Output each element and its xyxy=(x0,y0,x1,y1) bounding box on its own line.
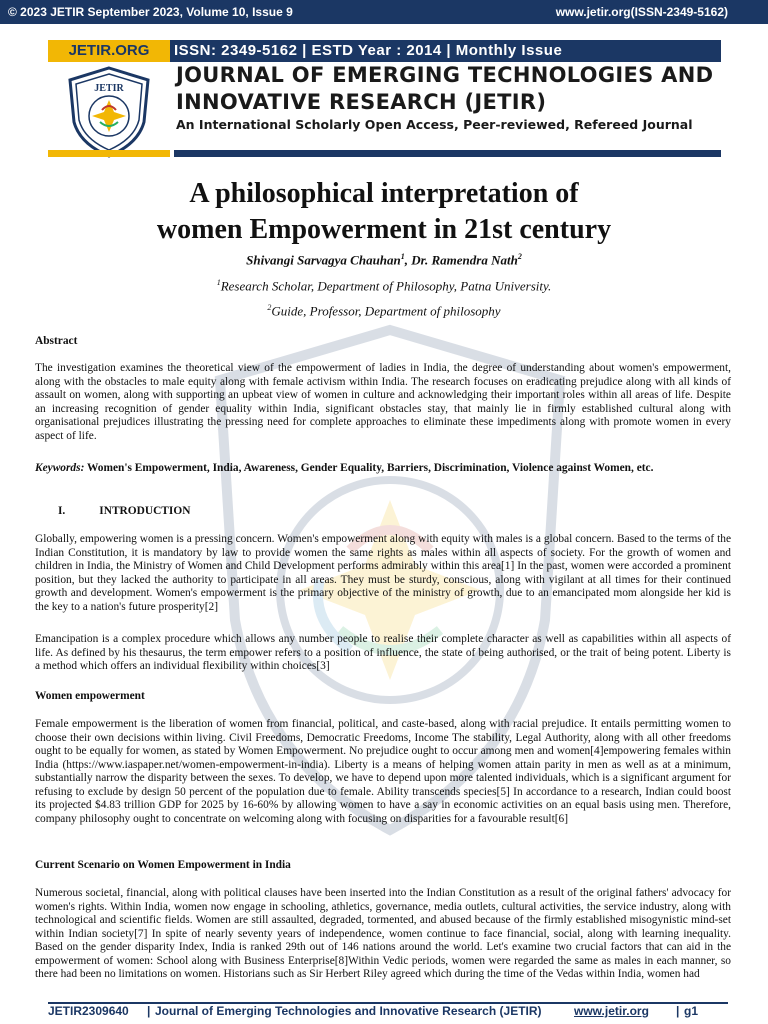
gold-rule xyxy=(48,150,170,157)
jetir-org-badge: JETIR.ORG xyxy=(48,40,170,62)
footer-bar xyxy=(0,1002,768,1024)
keywords-list: Women's Empowerment, India, Awareness, Gender Equality, Barriers, Discrimination, Violence against Women, etc. xyxy=(84,462,654,474)
paper-id: JETIR2309640 xyxy=(48,1004,129,1018)
intro-paragraph-1: Globally, empowering women is a pressing concern. Women's empowerment along with equity with males is a global concern. Based to the terms of the Indian Constitution, it is mandatory by law to provide women the same rights as males within all aspects of society. For the growth of women and children in India, the Ministry of Women and Child Development performs admirably within this area[1] In the past, women were accorded a prominent position, but they lacked the authority to participate in all areas. They must be sturdy, conscious, along with vigilant at all times for their continued growth and development. Women's empowerment is the primary objective of the ministry of growth, due to an emancipated mom alongside her kid is the key to a nation's future prosperity[2] xyxy=(35,533,731,613)
author-2-sup: 2 xyxy=(517,252,522,261)
author-2: Dr. Ramendra Nath xyxy=(411,252,518,268)
current-scenario-paragraph: Numerous societal, financial, along with political clauses have been inserted into the Indian Constitution as a result of the original fathers' advocacy for women's rights. Within India, women now engage in schooling, athletics, governance, media outlets, cultural activities, the service industry, along with technological and scientific fields. Women are still assaulted, degraded, tormented, and abused because of the firmly established misogynistic mind-set within Indian society[7] In spite of nearly seventy years of independence, women continue to face financial, social, along with learning inequality. Based on the gender disparity Index, India is ranked 29th out of 146 nations around the world. Let's examine two crucial factors that can aid in the empowerment of women: School along with Business Enterprise[8]Within Vedic periods, women were regarded the same as males in each manner, so there had been no limitations on women. Historians such as Sir Herbert Riley agreed which during the time of the Vedas within India, women had xyxy=(35,887,731,980)
footer-separator-1: | xyxy=(147,1004,151,1018)
journal-name-line1: JOURNAL OF EMERGING TECHNOLOGIES AND xyxy=(176,63,714,87)
abstract-text: The investigation examines the theoretical view of the empowerment of ladies in India, the degree of understanding about women's empowerment, along with the obstacles to male equity along with female activism within India. The research focuses on eradicating prejudice along with all kinds of assault on women, along with supporting an upbeat view of women in culture and acknowledging their important roles within all areas of life. Despite an increasing recognition of gender equality within India, significant obstacles stay, that mainly lie in firmly established cultural along with organisational prejudices illustrating the pressing need for complete approaches to eliminate these impediments along with promote women in every aspect of life. xyxy=(35,362,731,442)
affiliation-1-sup: 1 xyxy=(216,278,221,287)
paper-title-line2: women Empowerment in 21st century xyxy=(156,214,612,245)
journal-subtitle: An International Scholarly Open Access, Peer-reviewed, Refereed Journal xyxy=(176,117,693,132)
issn-strip xyxy=(48,40,721,62)
keywords-label: Keywords: xyxy=(35,462,85,474)
abstract-heading: Abstract xyxy=(35,335,78,347)
paper-title-line1: A philosophical interpretation of xyxy=(189,178,579,209)
author-list xyxy=(0,252,768,268)
section-1-number: I. xyxy=(58,505,66,517)
footer-separator-2: | xyxy=(676,1004,680,1018)
author-1-sup: 1 xyxy=(400,252,405,261)
page-number: g1 xyxy=(684,1004,699,1018)
women-empowerment-paragraph: Female empowerment is the liberation of women from financial, political, and caste-based, along with racial prejudice. It entails permitting women to choose their own decisions within living. Civil Freedoms, Democratic Freedoms, Income The stability, Legal Authority, along with all other freedoms ought to be equally for women, as stated by Women Empowerment. No prejudice ought to occur among men and women[4]empowering females within India (https://www.iaspaper.net/women-empowerment-in-india). Liberty is a means of helping women attain parity in men as well as at a minimum, substantially narrow the disparity between the sexes. To develop, we have to depend upon more talented individuals, which is a significant argument for refusing to exclude by design 50 percent of the population due to female. Ability transcends species[5] In accordance to a research, Indian could boost its projected $4.83 trillion GDP for 2025 by 16-60% by allowing women to have a say in economic activities on an equal basis using men. Therefore, company philosophy ought to concentrate on welcoming along with focusing on disparities for a favourable result[6] xyxy=(35,718,731,825)
footer-journal-name: Journal of Emerging Technologies and Innovative Research (JETIR) xyxy=(155,1004,542,1018)
journal-name xyxy=(176,62,713,116)
issue-info: © 2023 JETIR September 2023, Volume 10, Issue 9 xyxy=(8,5,293,19)
affiliation-2 xyxy=(0,303,768,319)
affiliation-2-text: Guide, Professor, Department of philosophy xyxy=(271,303,501,319)
logo-text: JETIR xyxy=(94,83,124,94)
section-1-heading xyxy=(58,505,258,519)
intro-paragraph-2: Emancipation is a complex procedure which allows any number people to realise their complete character as well as capabilities within all aspects of life. As defined by his thesaurus, the term empower refers to a position of influence, the state of being authorised, or the trait of being potent. Liberty is a method which offers an individual flexibility within choices[3] xyxy=(35,633,731,672)
section-1-title: INTRODUCTION xyxy=(99,505,191,517)
top-header-bar xyxy=(0,0,768,24)
issn-line: ISSN: 2349-5162 | ESTD Year : 2014 | Monthly Issue xyxy=(174,42,563,59)
jetir-shield-logo xyxy=(62,64,156,158)
author-sep: , xyxy=(404,252,412,268)
affiliation-2-sup: 2 xyxy=(267,303,272,312)
affiliation-1 xyxy=(0,278,768,294)
journal-name-line2: INNOVATIVE RESEARCH (JETIR) xyxy=(176,90,547,114)
keywords xyxy=(35,462,731,476)
journal-masthead xyxy=(48,38,721,160)
current-scenario-heading: Current Scenario on Women Empowerment in India xyxy=(35,859,291,871)
footer-url-link[interactable]: www.jetir.org xyxy=(574,1004,649,1018)
author-1: Shivangi Sarvagya Chauhan xyxy=(246,252,401,268)
navy-rule xyxy=(174,150,721,157)
journal-url-issn: www.jetir.org(ISSN-2349-5162) xyxy=(555,5,728,19)
women-empowerment-heading: Women empowerment xyxy=(35,690,145,702)
affiliation-1-text: Research Scholar, Department of Philosophy, Patna University. xyxy=(220,278,552,294)
paper-title xyxy=(0,176,768,248)
